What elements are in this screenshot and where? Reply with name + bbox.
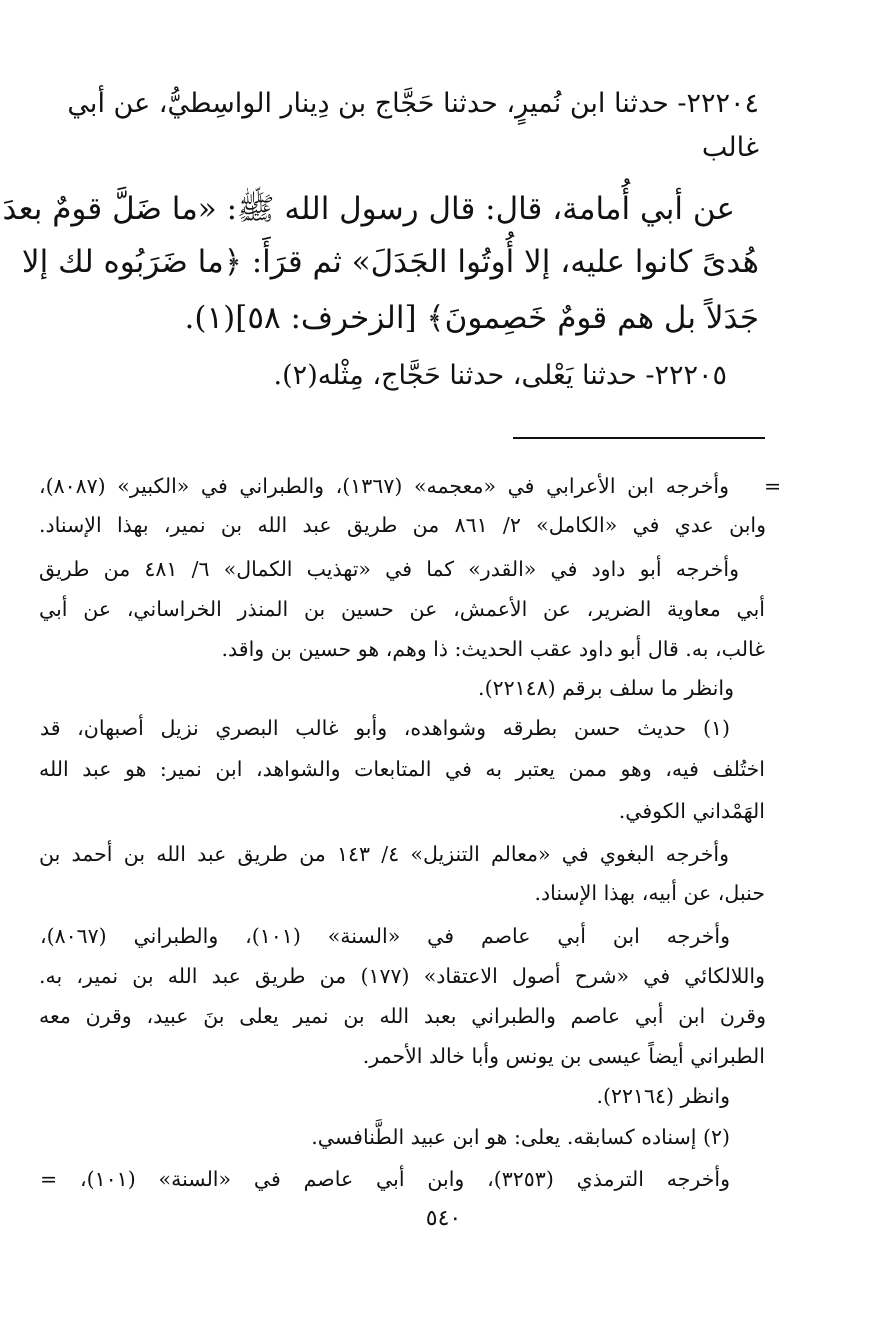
hadith-22204-line-1: ٢٢٢٠٤- حدثنا ابن نُميرٍ، حدثنا حَجَّاج بن دِينار الواسِطيُّ، عن أبي xyxy=(67,88,759,119)
footnote-line: وانظر ما سلف برقم (٢٢١٤٨). xyxy=(478,676,734,700)
footnote-line: وانظر (٢٢١٦٤). xyxy=(596,1084,730,1108)
footnote-line: الهَمْداني الكوفي. xyxy=(618,799,765,823)
hadith-22204-line-5: جَدَلاً بل هم قومٌ خَصِمونَ﴾ [الزخرف: ٥٨](١). xyxy=(184,300,759,336)
hadith-22205-line-1: ٢٢٢٠٥- حدثنا يَعْلى، حدثنا حَجَّاج، مِثْله(٢). xyxy=(273,360,727,391)
footnote-line: حنبل، عن أبيه، بهذا الإسناد. xyxy=(534,881,765,905)
footnote-line: غالب، به. قال أبو داود عقب الحديث: ذا وهم، هو حسين بن واقد. xyxy=(221,637,765,661)
footnote-line: الطبراني أيضاً عيسى بن يونس وأبا خالد الأحمر. xyxy=(362,1044,765,1068)
hadith-22204-line-2: غالب xyxy=(701,132,759,163)
footnote-line: وأخرجه ابن الأعرابي في «معجمه» (١٣٦٧)، والطبراني في «الكبير» (٨٠٨٧)، xyxy=(39,474,729,498)
footnote-line: وأخرجه البغوي في «معالم التنزيل» ٤/ ١٤٣ من طريق عبد الله بن أحمد بن xyxy=(39,842,729,866)
hadith-22204-line-4: هُدىً كانوا عليه، إلا أُوتُوا الجَدَلَ» ثم قرَأَ: ﴿ما ضَرَبُوه لك إلا xyxy=(21,244,759,280)
footnote-line: وأخرجه ابن أبي عاصم في «السنة» (١٠١)، والطبراني (٨٠٦٧)، xyxy=(40,924,730,948)
footnote-line: وقرن ابن أبي عاصم والطبراني بعبد الله بن نمير يعلى بنَ عبيد، وقرن معه xyxy=(39,1004,766,1028)
footnote-line: اختُلف فيه، وهو ممن يعتبر به في المتابعات والشواهد، ابن نمير: هو عبد الله xyxy=(39,757,765,781)
footnote-line: وابن عدي في «الكامل» ٢/ ٨٦١ من طريق عبد الله بن نمير، بهذا الإسناد. xyxy=(39,513,766,537)
footnote-line: (١) حديث حسن بطرقه وشواهده، وأبو غالب البصري نزيل أصبهان، قد xyxy=(40,716,730,740)
footnote-separator xyxy=(513,437,765,439)
page-number: ٥٤٠ xyxy=(425,1206,462,1231)
footnote-line: (٢) إسناده كسابقه. يعلى: هو ابن عبيد الطَّنافسي. xyxy=(311,1125,730,1149)
footnote-line: وأخرجه الترمذي (٣٢٥٣)، وابن أبي عاصم في «السنة» (١٠١)، = xyxy=(40,1167,730,1191)
continuation-mark: = xyxy=(764,474,782,498)
footnote-line: واللالكائي في «شرح أصول الاعتقاد» (١٧٧) من طريق عبد الله بن نمير، به. xyxy=(39,964,765,988)
footnote-line: أبي معاوية الضرير، عن الأعمش، عن حسين بن المنذر الخراساني، عن أبي xyxy=(39,597,765,621)
hadith-22204-line-3: عن أبي أُمامة، قال: قال رسول الله ﷺ: «ما ضَلَّ قومٌ بعدَ xyxy=(2,191,735,227)
footnote-line: وأخرجه أبو داود في «القدر» كما في «تهذيب الكمال» ٦/ ٤٨١ من طريق xyxy=(39,557,739,581)
